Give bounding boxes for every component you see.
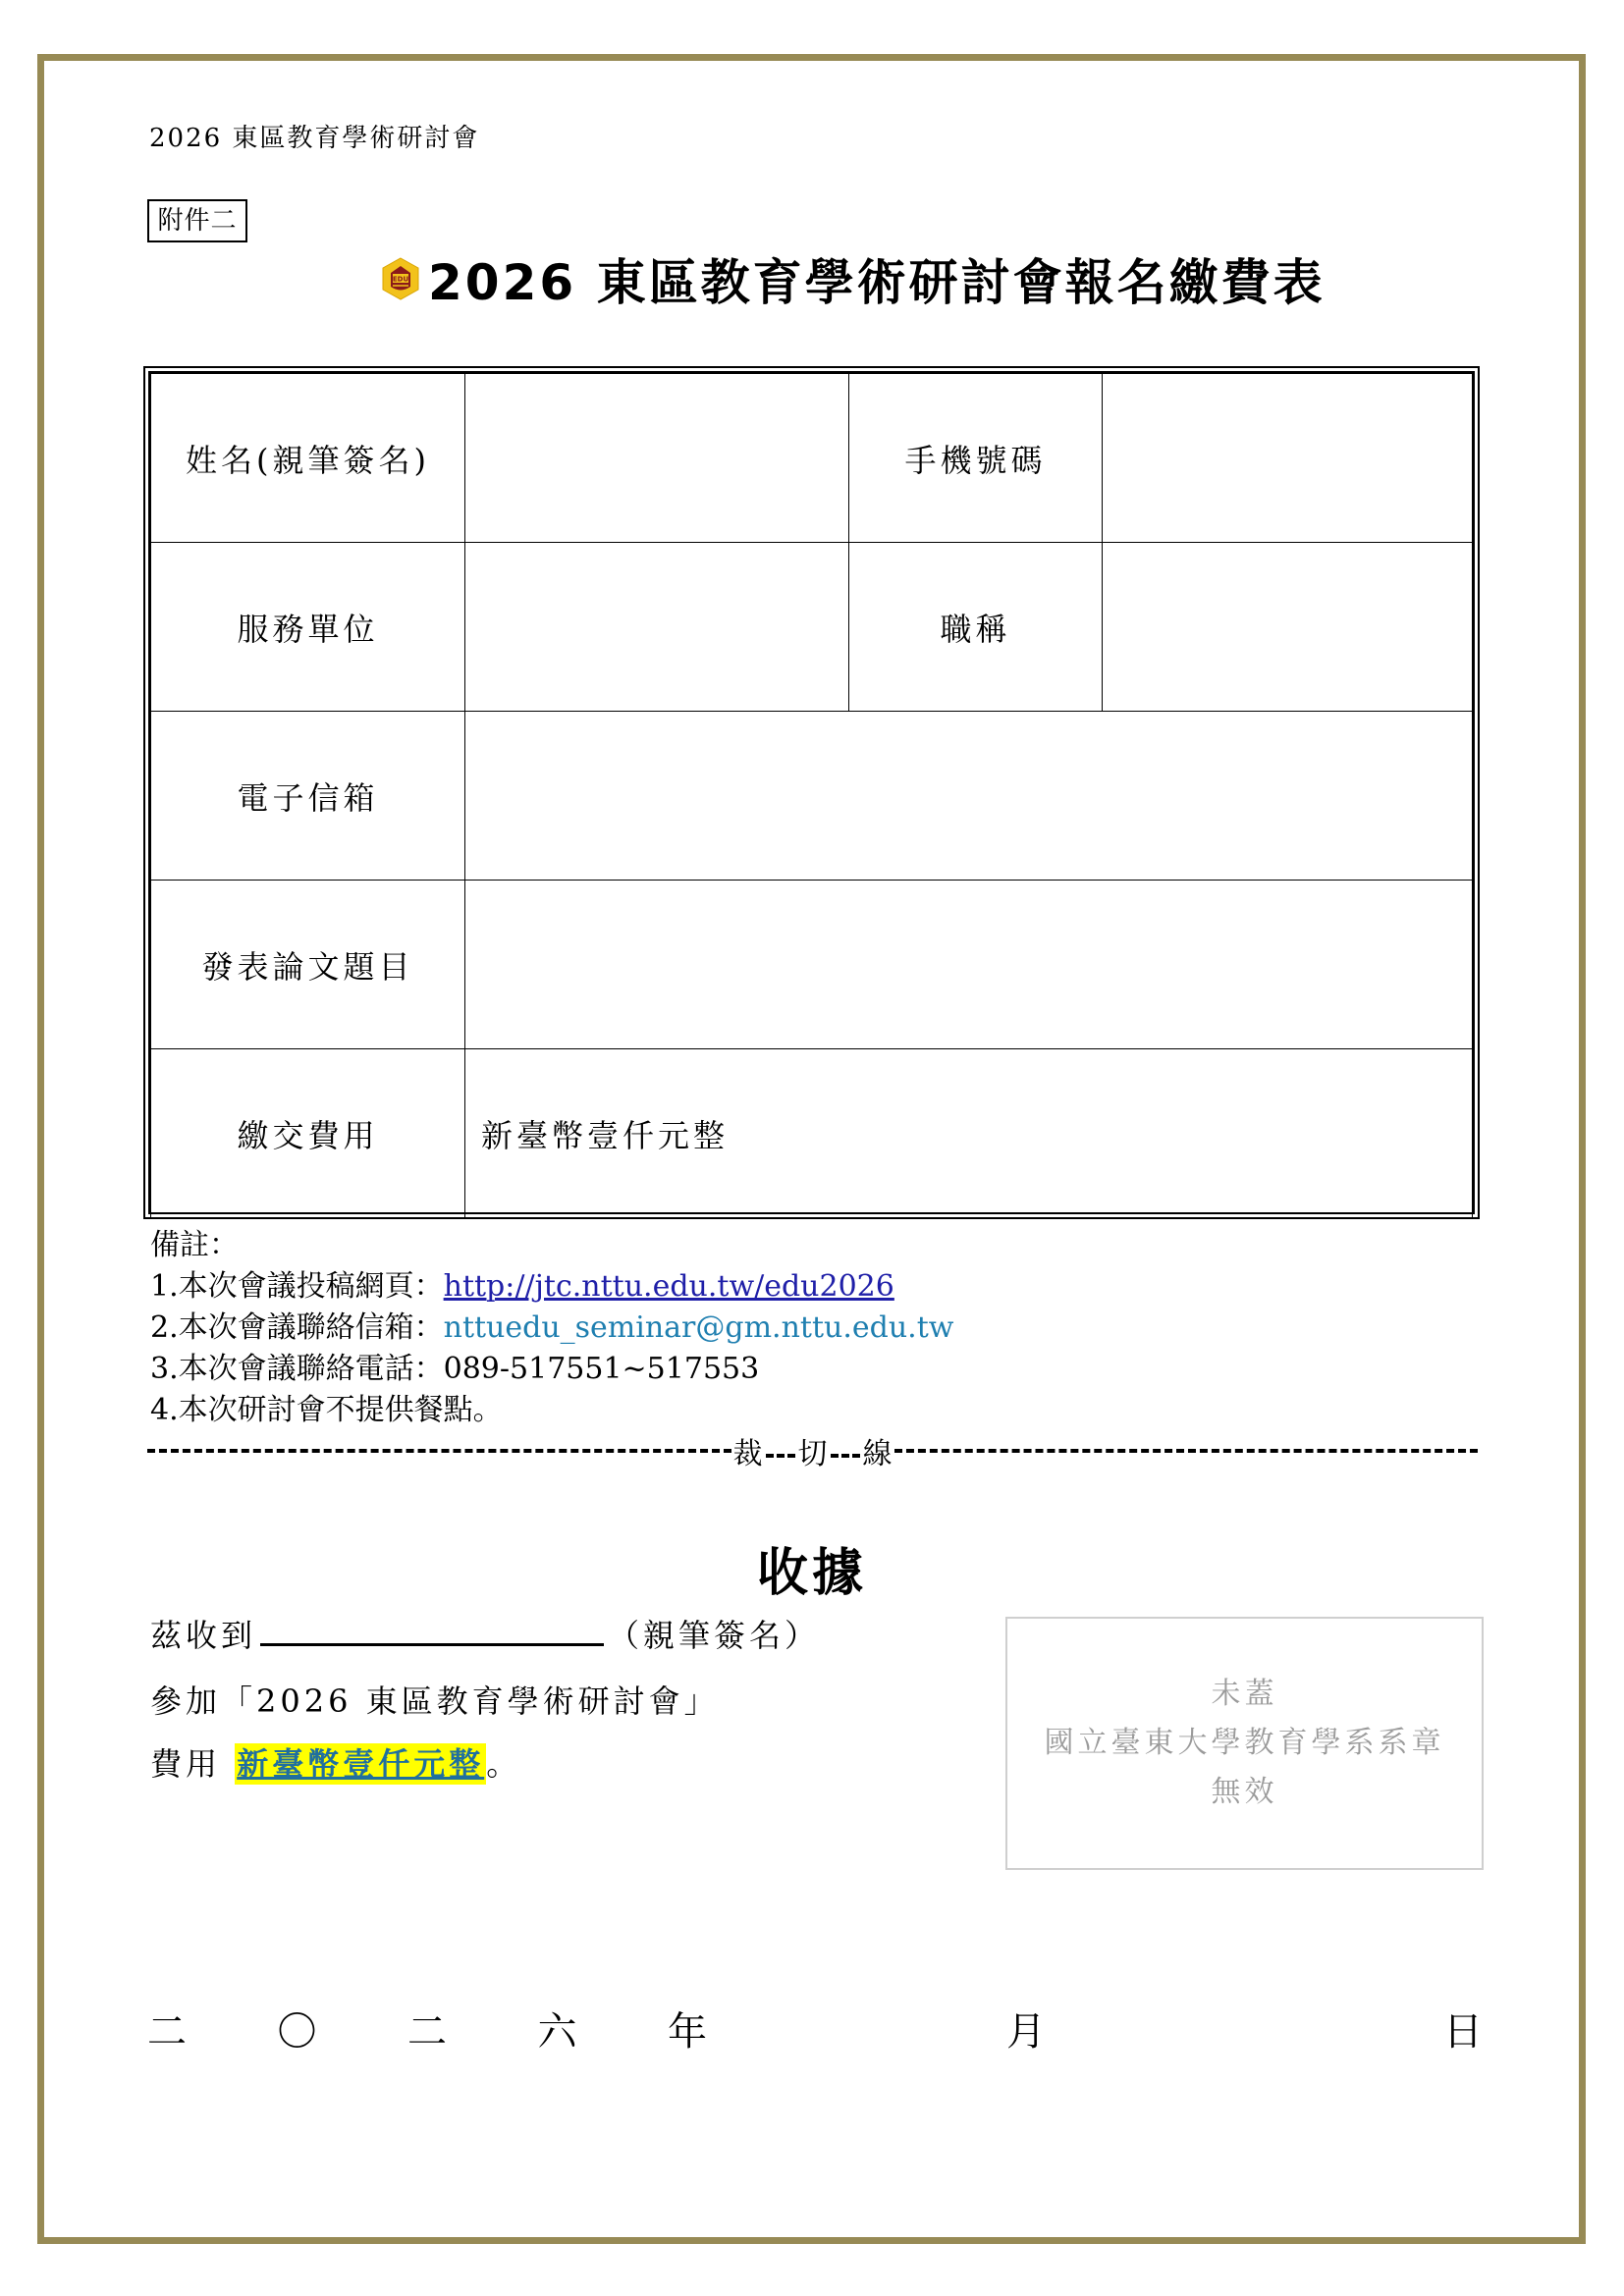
date-year-digit: 二 — [147, 2009, 187, 2055]
note-prefix: 4.本次研討會不提供餐點。 — [150, 1393, 503, 1427]
date-month-label: 月 — [1006, 2009, 1046, 2055]
notes-section — [150, 1225, 953, 1431]
notes-heading: 備註： — [150, 1228, 239, 1262]
fee-label: 繳交費用 — [151, 1049, 465, 1218]
attachment-label: 附件二 — [147, 199, 247, 242]
cut-char: 切 — [797, 1437, 828, 1471]
form-row-name — [151, 374, 1473, 543]
date-year-digit: 六 — [537, 2009, 577, 2055]
registration-form-table — [143, 366, 1480, 1219]
note-prefix: 1.本次會議投稿網頁： — [150, 1269, 444, 1304]
fee-value: 新臺幣壹仟元整 — [465, 1049, 1473, 1218]
paper-title-field[interactable] — [465, 881, 1473, 1049]
stamp-text-line: 未蓋 — [1211, 1677, 1278, 1711]
form-title-block — [381, 243, 1326, 314]
signature-blank[interactable] — [260, 1610, 604, 1646]
note-prefix: 3.本次會議聯絡電話： — [150, 1352, 444, 1386]
form-row-paper-title — [151, 881, 1473, 1049]
svg-text:EDU: EDU — [392, 275, 409, 284]
phone-field[interactable] — [1103, 374, 1473, 543]
date-month-blank[interactable] — [798, 2001, 916, 2056]
note-item-contact-email — [150, 1308, 953, 1349]
name-label: 姓名(親筆簽名) — [151, 374, 465, 543]
form-row-fee — [151, 1049, 1473, 1218]
job-title-field[interactable] — [1103, 543, 1473, 712]
edu-logo-icon — [381, 257, 420, 300]
note-prefix: 2.本次會議聯絡信箱： — [150, 1310, 444, 1345]
note-item-contact-phone — [150, 1349, 953, 1390]
receipt-title: 收據 — [756, 1544, 867, 1603]
stamp-text-line: 國立臺東大學教育學系系章 — [1044, 1726, 1445, 1760]
note-item-submission-page — [150, 1266, 953, 1308]
email-label: 電子信箱 — [151, 712, 465, 881]
organization-field[interactable] — [465, 543, 849, 712]
receipt-event-line: 參加「2026 東區教育學術研討會」 — [150, 1682, 720, 1720]
submission-link[interactable]: http://jtc.nttu.edu.tw/edu2026 — [443, 1269, 894, 1304]
job-title-label: 職稱 — [849, 543, 1103, 712]
date-day-label: 日 — [1443, 2009, 1483, 2055]
fee-suffix: 。 — [486, 1745, 522, 1783]
fee-amount: 新臺幣壹仟元整 — [237, 1745, 485, 1783]
organization-label: 服務單位 — [151, 543, 465, 712]
cut-char: 線 — [862, 1437, 893, 1471]
cut-line — [147, 1429, 1478, 1472]
date-year-digit: 〇 — [277, 2009, 317, 2055]
running-header: 2026 東區教育學術研討會 — [149, 124, 480, 153]
date-day-blank[interactable] — [1137, 2001, 1353, 2056]
note-item-no-meals — [150, 1390, 953, 1431]
form-title: 2026 東區教育學術研討會報名繳費表 — [428, 254, 1326, 311]
cut-dash-right — [894, 1449, 1479, 1453]
stamp-box — [1005, 1617, 1484, 1870]
receipt-fee-line — [150, 1739, 521, 1785]
received-prefix: 茲收到 — [150, 1617, 257, 1654]
contact-phone: 089-517551~517553 — [443, 1352, 760, 1386]
form-row-email — [151, 712, 1473, 881]
email-field[interactable] — [465, 712, 1473, 881]
name-field[interactable] — [465, 374, 849, 543]
stamp-text-line: 無效 — [1211, 1775, 1278, 1809]
paper-title-label: 發表論文題目 — [151, 881, 465, 1049]
cut-line-label — [731, 1429, 894, 1472]
date-year-label: 年 — [668, 2009, 707, 2055]
form-row-organization — [151, 543, 1473, 712]
cut-dash-left — [147, 1449, 731, 1453]
phone-label: 手機號碼 — [849, 374, 1103, 543]
cut-char: 裁 — [732, 1437, 763, 1471]
receipt-received-line — [150, 1610, 820, 1656]
signature-note: （親筆簽名） — [608, 1617, 821, 1654]
contact-email[interactable]: nttuedu_seminar@gm.nttu.edu.tw — [443, 1310, 954, 1345]
date-row — [147, 2001, 1483, 2056]
fee-prefix: 費用 — [150, 1745, 236, 1783]
date-year-digit: 二 — [407, 2009, 447, 2055]
